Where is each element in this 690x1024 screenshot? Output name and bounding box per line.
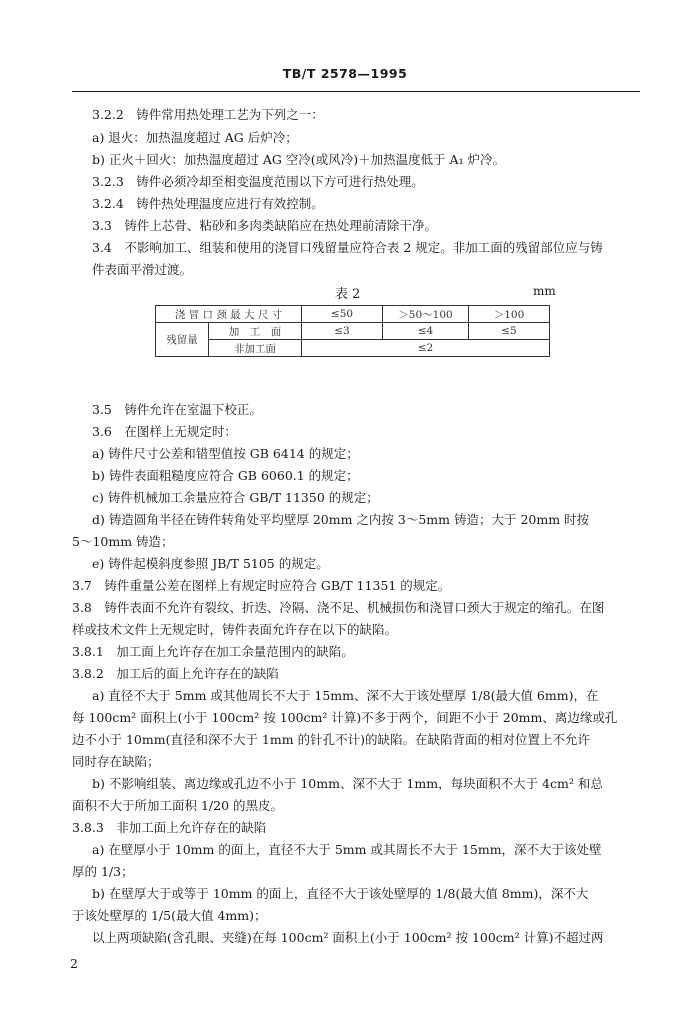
table-row-label: 非加工面 — [209, 340, 302, 357]
text-line: 3.4 不影响加工、组装和使用的浇冒口残留量应符合表 2 规定。非加工面的残留部位应与铸 — [92, 240, 603, 255]
text-line: 3.3 铸件上芯骨、粘砂和多肉类缺陷应在热处理前清除干净。 — [92, 218, 437, 233]
header-rule — [72, 91, 640, 92]
table-cell: ≤3 — [302, 323, 383, 340]
table-cell: ≤5 — [469, 323, 550, 340]
text-line: b) 在壁厚大于或等于 10mm 的面上，直径不大于该处壁厚的 1/8(最大值 8mm)，深不大 — [92, 886, 589, 901]
text-line: 3.5 铸件允许在室温下校正。 — [92, 402, 262, 417]
text-line: 3.8 铸件表面不允许有裂纹、折迭、冷隔、浇不足、机械损伤和浇冒口颈大于规定的缩孔。在图 — [72, 600, 605, 615]
text-line: 3.2.3 铸件必须冷却至相变温度范围以下方可进行热处理。 — [92, 174, 424, 189]
text-line: a) 铸件尺寸公差和错型值按 GB 6414 的规定； — [92, 446, 359, 461]
text-line: 样或技术文件上无规定时，铸件表面允许存在以下的缺陷。 — [72, 622, 398, 637]
text-line: 厚的 1/3； — [72, 864, 134, 879]
text-line: b) 铸件表面粗糙度应符合 GB 6060.1 的规定； — [92, 468, 359, 483]
table-2 — [155, 305, 550, 357]
text-line: 3.2.2 铸件常用热处理工艺为下列之一： — [92, 107, 324, 122]
text-line: 于该处壁厚的 1/5(最大值 4mm)； — [72, 908, 267, 923]
text-line: 同时存在缺陷； — [72, 754, 160, 769]
table-header-cell: 浇 冒 口 颈 最 大 尺 寸 — [156, 306, 302, 323]
table-cell: ≤2 — [302, 340, 550, 357]
table-row — [156, 323, 550, 340]
text-line: 3.8.3 非加工面上允许存在的缺陷 — [72, 820, 267, 835]
table-header-row — [156, 306, 550, 323]
table-unit: mm — [533, 284, 556, 298]
text-line: 3.6 在图样上无规定时： — [92, 424, 237, 439]
text-line: d) 铸造圆角半径在铸件转角处平均壁厚 20mm 之内按 3～5mm 铸造；大于 20mm 时按 — [92, 512, 590, 527]
table-header-cell: ＞50～100 — [383, 306, 469, 323]
text-line: 以上两项缺陷(含孔眼、夹缝)在每 100cm² 面积上(小于 100cm² 按 100cm² 计算)不超过两 — [92, 930, 604, 945]
text-line: b) 正火＋回火：加热温度超过 AG 空冷(或风冷)＋加热温度低于 A₁ 炉冷。 — [92, 152, 506, 167]
text-line: 面积不大于所加工面积 1/20 的黑皮。 — [72, 798, 284, 813]
text-line: 3.7 铸件重量公差在图样上有规定时应符合 GB/T 11351 的规定。 — [72, 578, 451, 593]
table-row-label: 加 工 面 — [209, 323, 302, 340]
table-cell: ≤4 — [383, 323, 469, 340]
table-row — [156, 340, 550, 357]
text-line: 边不小于 10mm(直径和深不大于 1mm 的针孔不计)的缺陷。在缺陷背面的相对位置上不允许 — [72, 732, 590, 747]
table-title: 表 2 — [335, 287, 361, 302]
text-line: e) 铸件起模斜度参照 JB/T 5105 的规定。 — [92, 556, 329, 571]
text-line: 3.2.4 铸件热处理温度应进行有效控制。 — [92, 196, 324, 211]
text-line: c) 铸件机械加工余量应符合 GB/T 11350 的规定； — [92, 490, 379, 505]
table-header-cell: ≤50 — [302, 306, 383, 323]
text-line: 3.8.2 加工后的面上允许存在的缺陷 — [72, 666, 279, 681]
text-line: 件表面平滑过渡。 — [92, 262, 193, 277]
text-line: 每 100cm² 面积上(小于 100cm² 按 100cm² 计算)不多于两个，间距不小于 20mm、离边缘或孔 — [72, 710, 618, 725]
table-group-label: 残留量 — [156, 323, 209, 357]
standard-header: TB/T 2578—1995 — [282, 66, 408, 81]
text-line: 5～10mm 铸造； — [72, 534, 174, 549]
text-line: a) 直径不大于 5mm 或其他周长不大于 15mm、深不大于该处壁厚 1/8(最大值 6mm)，在 — [92, 688, 599, 703]
page-number: 2 — [70, 956, 78, 971]
table-header-cell: ＞100 — [469, 306, 550, 323]
text-line: a) 在壁厚小于 10mm 的面上，直径不大于 5mm 或其周长不大于 15mm，深不大于该处壁 — [92, 842, 602, 857]
text-line: a) 退火：加热温度超过 AG 后炉冷； — [92, 130, 298, 145]
text-line: 3.8.1 加工面上允许存在加工余量范围内的缺陷。 — [72, 644, 354, 659]
text-line: b) 不影响组装、离边缘或孔边不小于 10mm、深不大于 1mm，每块面积不大于 4cm² 和总 — [92, 776, 603, 791]
